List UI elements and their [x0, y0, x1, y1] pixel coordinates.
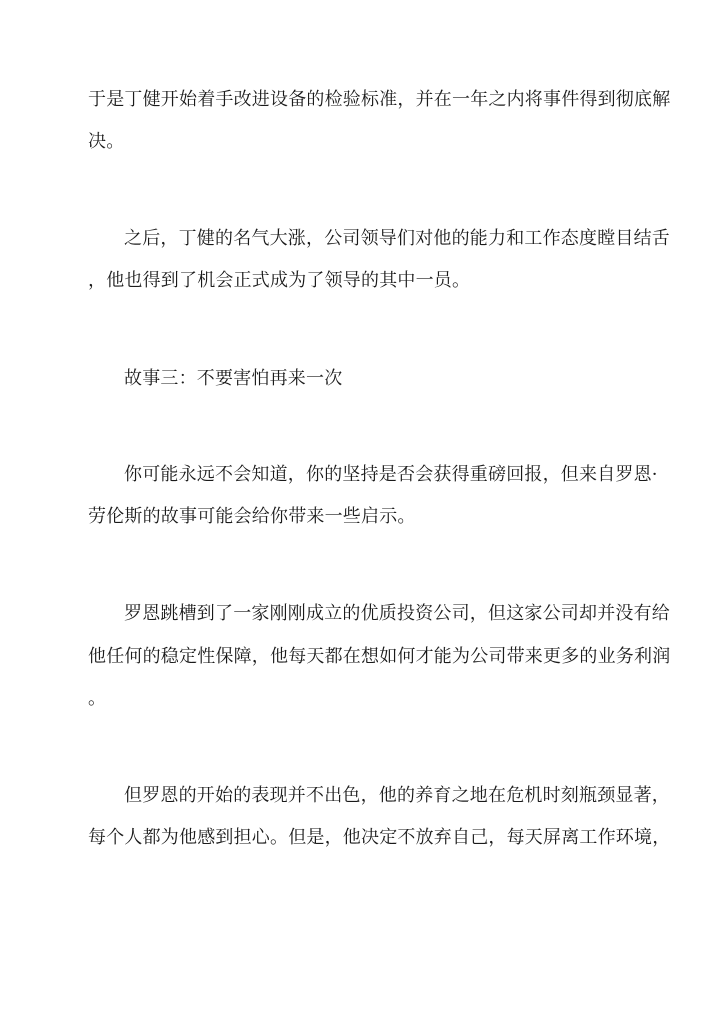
paragraph-5-line-3: 。 — [88, 688, 107, 709]
paragraph-2-line-2: ，他也得到了机会正式成为了领导的其中一员。 — [88, 270, 471, 291]
paragraph-4-line-1: 你可能永远不会知道，你的坚持是否会获得重磅回报，但来自罗恩· — [124, 464, 658, 485]
paragraph-4-line-2: 劳伦斯的故事可能会给你带来一些启示。 — [88, 506, 416, 527]
paragraph-2-line-1: 之后，丁健的名气大涨，公司领导们对他的能力和工作态度瞠目结舌 — [124, 228, 670, 249]
paragraph-6-line-2: 每个人都为他感到担心。但是，他决定不放弃自己，每天屏离工作环境， — [88, 827, 671, 848]
story-three-heading: 故事三：不要害怕再来一次 — [124, 368, 343, 389]
paragraph-1-line-1: 于是丁健开始着手改进设备的检验标准，并在一年之内将事件得到彻底解 — [88, 89, 671, 110]
paragraph-1-line-2: 决。 — [88, 131, 125, 152]
paragraph-5-line-1: 罗恩跳槽到了一家刚刚成立的优质投资公司，但这家公司却并没有给 — [124, 603, 670, 624]
paragraph-6-line-1: 但罗恩的开始的表现并不出色，他的养育之地在危机时刻瓶颈显著， — [124, 785, 670, 806]
paragraph-5-line-2: 他任何的稳定性保障，他每天都在想如何才能为公司带来更多的业务利润 — [88, 646, 671, 667]
